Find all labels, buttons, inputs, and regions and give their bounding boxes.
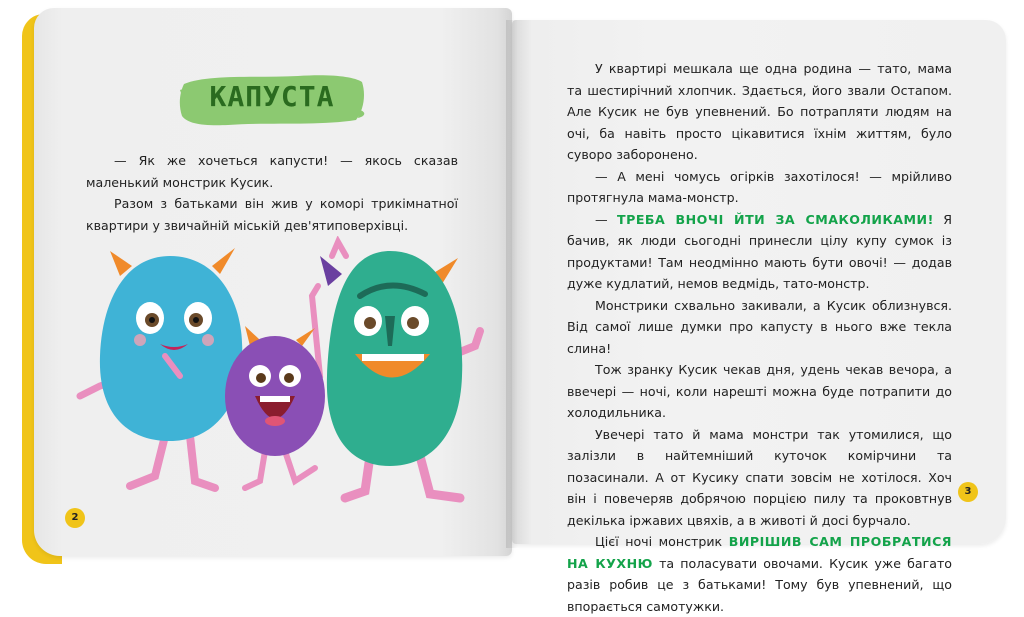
green-monster xyxy=(320,242,480,498)
blue-monster xyxy=(80,248,242,488)
text-segment: Монстрики схвально закивали, а Кусик облизнувся. Від самої лише думки про капусту в нього вже текла слина! xyxy=(567,297,952,356)
right-page-text xyxy=(567,58,952,617)
paragraph: — Як же хочеться капусти! — якось сказав маленький монстрик Кусик. xyxy=(86,153,458,190)
left-page-text xyxy=(86,150,458,236)
highlighted-text: ВИРІШИВ САМ ПРОБРАТИСЯ НА КУХНЮ xyxy=(567,534,953,571)
text-segment: Тож зранку Кусик чекав дня, удень чекав вечора, а ввечері — ночі, коли нарешті можна буде потрапити до холодильника. xyxy=(567,362,952,420)
text-segment: У квартирі мешкала ще одна родина — тато, мама та шестирічний хлопчик. Здається, його звали Остапом. Але Кусик не був упевнений. Бо потрапляти людям на очі, ба навіть просто цікавитися їхнім життям, було суворо заборонено. xyxy=(567,61,952,162)
chapter-title-block xyxy=(178,70,366,128)
text-segment: — xyxy=(595,211,617,227)
paragraph xyxy=(567,166,952,209)
chapter-title: КАПУСТА xyxy=(209,80,335,113)
text-segment: та поласувати овочами. Кусик уже багато разів робив це з батьками! Тому був упевнений, що впорається самотужки. xyxy=(567,555,952,614)
page-number-right: 3 xyxy=(958,482,978,502)
paragraph xyxy=(567,58,952,166)
highlighted-text: ТРЕБА ВНОЧІ ЙТИ ЗА СМАКОЛИКАМИ! xyxy=(617,211,934,227)
text-segment: — А мені чомусь огірків захотілося! — мрійливо протягнула мама-монстр. xyxy=(567,168,952,205)
paragraph xyxy=(567,295,952,360)
paragraph: Разом з батьками він жив у коморі трикімнатної квартири у звичайній міській дев'ятиповерхівці. xyxy=(86,196,458,233)
text-segment: Цієї ночі монстрик xyxy=(595,534,729,549)
three-monsters-illustration xyxy=(70,236,490,536)
page-number-left: 2 xyxy=(65,508,85,528)
paragraph xyxy=(567,209,952,295)
text-segment: Увечері тато й мама монстри так утомилися, що залізли в найтемніший куточок комірчини та позасинали. А от Кусику спати зовсім не хотілося. Хоч він і повечеряв добрячою порцією пилу та проковтнув декілька іржавих цвяхів, а в животі й досі бурчало. xyxy=(567,426,952,528)
book-fold-shadow xyxy=(506,20,518,548)
paragraph xyxy=(567,424,952,532)
paragraph xyxy=(567,531,952,617)
text-segment: Я бачив, як люди сьогодні принесли цілу купу сумок із продуктами! Там неодмінно мають бути овочі! — додав дуже кудлатий, немов ведмідь, тато-монстр. xyxy=(567,211,952,291)
paragraph xyxy=(567,359,952,424)
